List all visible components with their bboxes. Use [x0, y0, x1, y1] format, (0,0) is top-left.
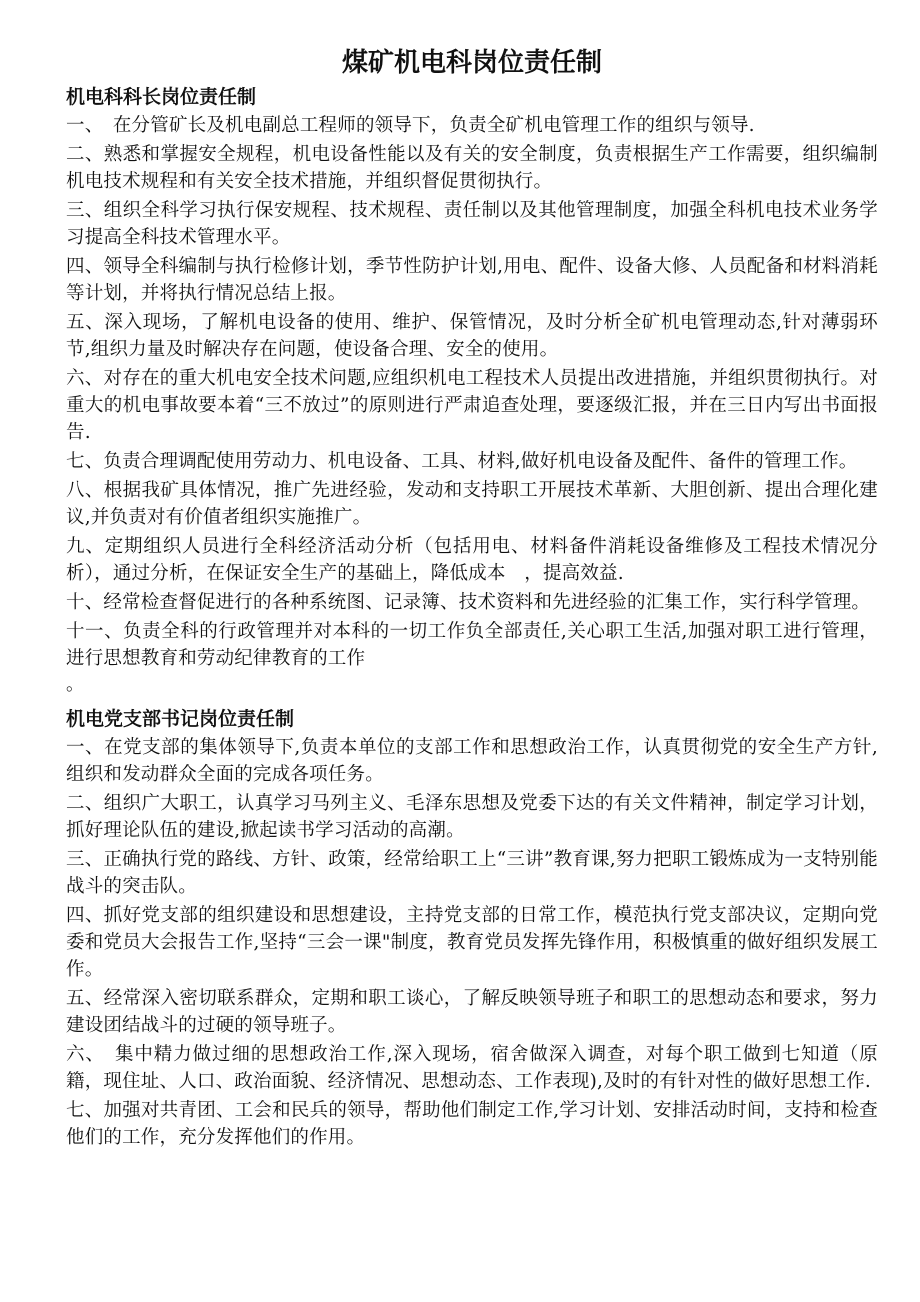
- paragraph: 五、经常深入密切联系群众，定期和职工谈心，了解反映领导班子和职工的思想动态和要求，努力建设团结战斗的过硬的领导班子。: [66, 988, 878, 1036]
- trailing-period: 。: [66, 674, 84, 695]
- paragraph: 七、负责合理调配使用劳动力、机电设备、工具、材料,做好机电设备及配件、备件的管理工作。: [66, 451, 858, 472]
- paragraph: 二、熟悉和掌握安全规程，机电设备性能以及有关的安全制度，负责根据生产工作需要，组织编制机电技术规程和有关安全技术措施，并组织督促贯彻执行。: [66, 144, 878, 192]
- paragraph: 一、 在分管矿长及机电副总工程师的领导下，负责全矿机电管理工作的组织与领导.: [66, 115, 755, 136]
- paragraph: 五、深入现场，了解机电设备的使用、维护、保管情况，及时分析全矿机电管理动态,针对薄弱环节,组织力量及时解决存在问题，使设备合理、安全的使用。: [66, 312, 878, 360]
- document-title: 煤矿机电科岗位责任制: [341, 48, 602, 78]
- paragraph: 十、经常检查督促进行的各种系统图、记录簿、技术资料和先进经验的汇集工作，实行科学管理。: [66, 592, 871, 613]
- paragraph: 六、对存在的重大机电安全技术问题,应组织机电工程技术人员提出改进措施，并组织贯彻执行。对重大的机电事故要本着“三不放过”的原则进行严肃追查处理，要逐级汇报，并在三日内写出书面报告.: [66, 368, 878, 443]
- section-heading: 机电科科长岗位责任制: [66, 86, 257, 108]
- paragraph: 四、领导全科编制与执行检修计划，季节性防护计划,用电、配件、设备大修、人员配备和材料消耗等计划，并将执行情况总结上报。: [66, 256, 878, 304]
- paragraph: 八、根据我矿具体情况，推广先进经验，发动和支持职工开展技术革新、大胆创新、提出合理化建议,并负责对有价值者组织实施推广。: [66, 480, 878, 528]
- paragraph: 四、抓好党支部的组织建设和思想建设，主持党支部的日常工作，模范执行党支部决议，定期向党委和党员大会报告工作,坚持“三会一课"制度，教育党员发挥先锋作用，积极慎重的做好组织发展工作。: [66, 905, 878, 980]
- section-chief: [66, 84, 878, 696]
- paragraph: 九、定期组织人员进行全科经济活动分析（包括用电、材料备件消耗设备维修及工程技术情况分析），通过分析，在保证安全生产的基础上，降低成本 ，提高效益.: [66, 536, 878, 584]
- paragraph: 六、 集中精力做过细的思想政治工作,深入现场，宿舍做深入调查，对每个职工做到七知道（原籍，现住址、人口、政治面貌、经济情况、思想动态、工作表现),及时的有针对性的做好思想工作.: [66, 1044, 878, 1092]
- paragraph: 一、在党支部的集体领导下,负责本单位的支部工作和思想政治工作，认真贯彻党的安全生产方针,组织和发动群众全面的完成各项任务。: [66, 737, 878, 785]
- document-page: [66, 44, 878, 1153]
- section-heading: 机电党支部书记岗位责任制: [66, 708, 295, 730]
- paragraph: 三、正确执行党的路线、方针、政策，经常给职工上“三讲”教育课,努力把职工锻炼成为一支特别能战斗的突击队。: [66, 849, 878, 897]
- section-party-secretary: [66, 706, 878, 1151]
- paragraph: 十一、负责全科的行政管理并对本科的一切工作负全部责任,关心职工生活,加强对职工进行管理，进行思想教育和劳动纪律教育的工作: [66, 621, 878, 669]
- paragraph: 二、组织广大职工，认真学习马列主义、毛泽东思想及党委下达的有关文件精神，制定学习计划，抓好理论队伍的建设,掀起读书学习活动的高潮。: [66, 793, 878, 841]
- paragraph: 七、加强对共青团、工会和民兵的领导，帮助他们制定工作,学习计划、安排活动时间，支持和检查他们的工作，充分发挥他们的作用。: [66, 1100, 878, 1148]
- paragraph: 三、组织全科学习执行保安规程、技术规程、责任制以及其他管理制度，加强全科机电技术业务学习提高全科技术管理水平。: [66, 200, 878, 248]
